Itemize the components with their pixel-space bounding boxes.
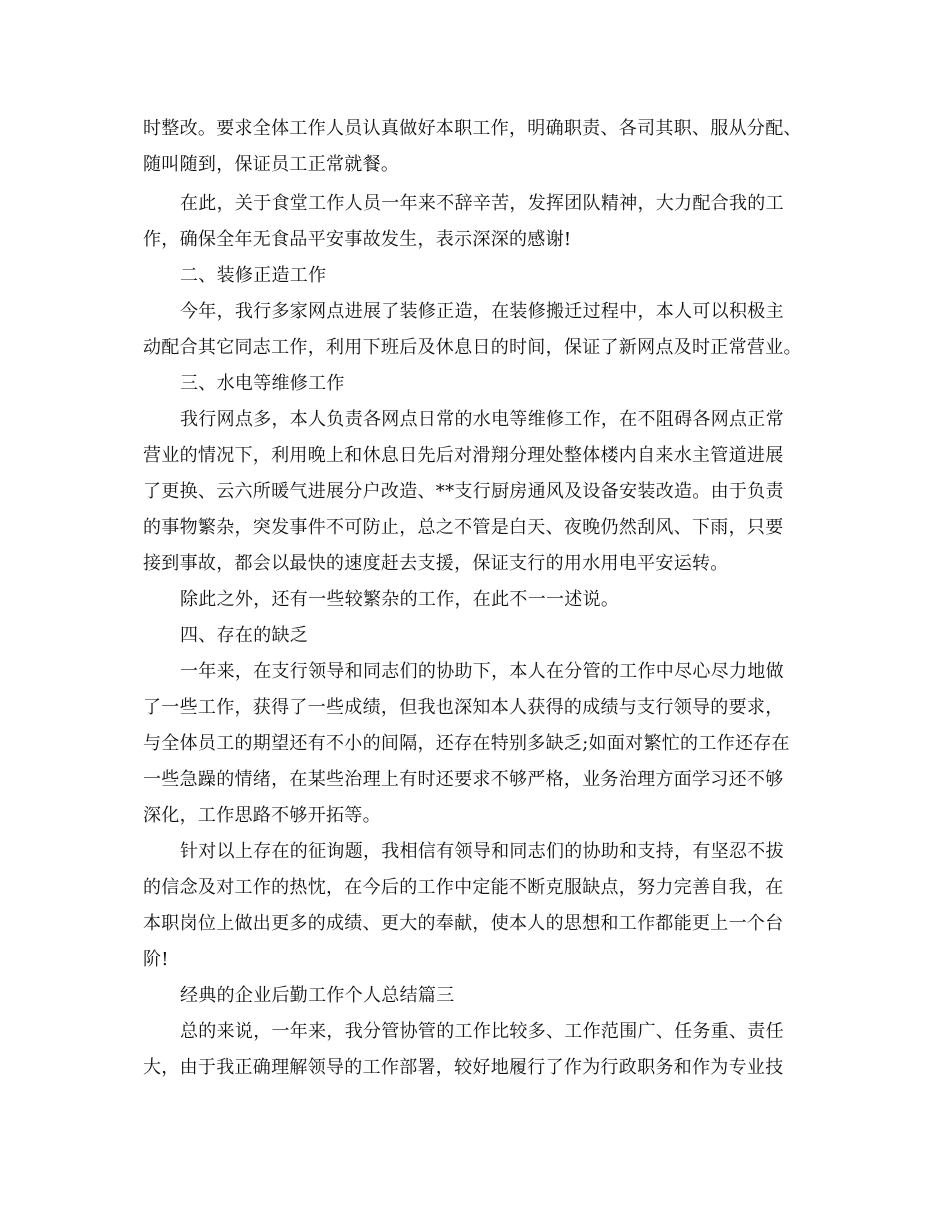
section-heading: 二、装修正造工作: [180, 265, 327, 286]
text-line: 的信念及对工作的热忱，在今后的工作中定能不断克服缺点，努力完善自我，在: [143, 877, 784, 898]
text-line: 动配合其它同志工作，利用下班后及休息日的时间，保证了新网点及时正常营业。: [143, 337, 802, 358]
text-line: 除此之外，还有一些较繁杂的工作，在此不一一述说。: [180, 589, 620, 610]
text-line: 了更换、云六所暖气进展分户改造、**支行厨房通风及设备安装改造。由于负责: [143, 481, 784, 502]
text-line: 的事物繁杂，突发事件不可防止，总之不管是白天、夜晚仍然刮风、下雨，只要: [143, 517, 784, 538]
text-line: 在此，关于食堂工作人员一年来不辞辛苦，发挥团队精神，大力配合我的工: [180, 193, 784, 214]
text-line: 时整改。要求全体工作人员认真做好本职工作，明确职责、各司其职、服从分配、: [143, 118, 802, 139]
text-line: 本职岗位上做出更多的成绩、更大的奉献，使本人的思想和工作都能更上一个台: [143, 913, 784, 934]
section-heading: 经典的企业后勤工作个人总结篇三: [180, 985, 455, 1006]
text-line: 与全体员工的期望还有不小的间隔，还存在特别多缺乏;如面对繁忙的工作还存在: [143, 733, 790, 754]
text-line: 深化，工作思路不够开拓等。: [143, 805, 381, 826]
text-line: 针对以上存在的征询题，我相信有领导和同志们的协助和支持，有坚忍不拔: [180, 841, 784, 862]
text-line: 作，确保全年无食品平安事故发生，表示深深的感谢!: [143, 229, 572, 250]
text-line: 接到事故，都会以最快的速度赶去支援，保证支行的用水用电平安运转。: [143, 553, 729, 574]
text-line: 大，由于我正确理解领导的工作部署，较好地履行了作为行政职务和作为专业技: [143, 1057, 784, 1078]
text-line: 了一些工作，获得了一些成绩，但我也深知本人获得的成绩与支行领导的要求，: [143, 697, 784, 718]
text-line: 一年来，在支行领导和同志们的协助下，本人在分管的工作中尽心尽力地做: [180, 661, 784, 682]
text-line: 今年，我行多家网点进展了装修正造，在装修搬迁过程中，本人可以积极主: [180, 301, 784, 322]
text-line: 一些急躁的情绪，在某些治理上有时还要求不够严格，业务治理方面学习还不够: [143, 769, 784, 790]
text-line: 阶!: [143, 949, 169, 970]
text-line: 我行网点多，本人负责各网点日常的水电等维修工作，在不阻碍各网点正常: [180, 409, 784, 430]
text-line: 营业的情况下，利用晚上和休息日先后对滑翔分理处整体楼内自来水主管道进展: [143, 445, 784, 466]
text-line: 总的来说，一年来，我分管协管的工作比较多、工作范围广、任务重、责任: [180, 1021, 784, 1042]
section-heading: 三、水电等维修工作: [180, 373, 345, 394]
text-line: 随叫随到，保证员工正常就餐。: [143, 154, 400, 175]
section-heading: 四、存在的缺乏: [180, 625, 309, 646]
